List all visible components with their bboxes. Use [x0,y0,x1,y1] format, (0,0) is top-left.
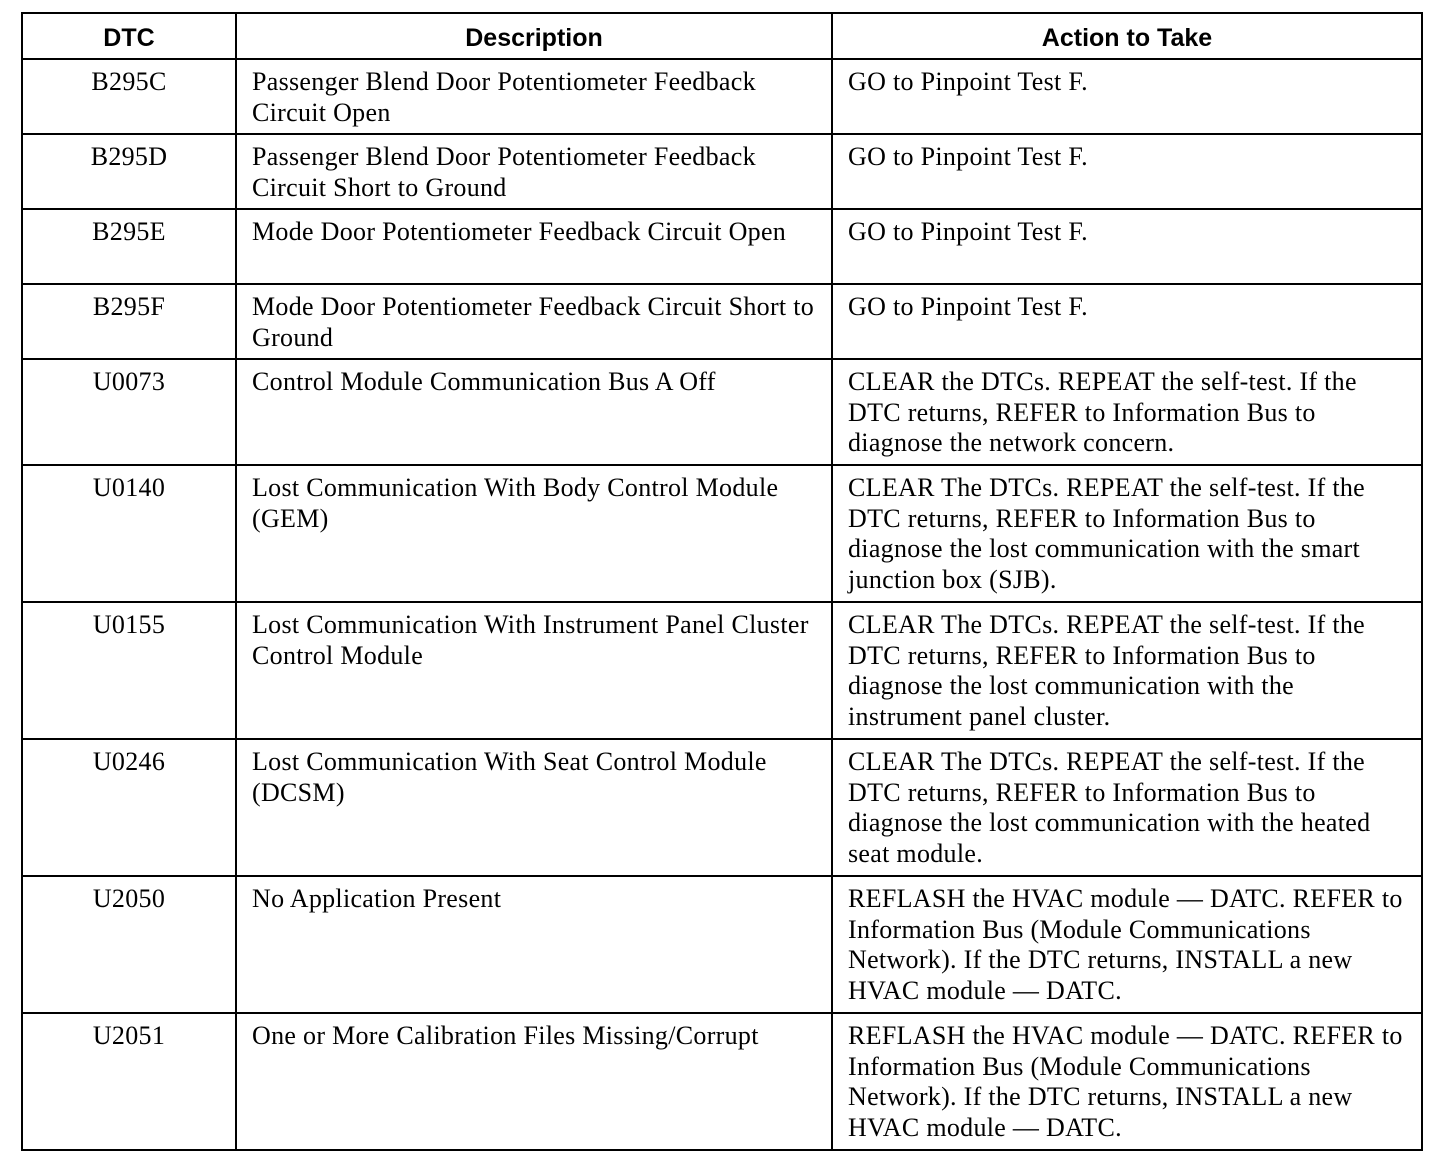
table-row [22,209,1422,284]
description-cell: Lost Communication With Body Control Module (GEM) [236,465,832,602]
description-cell: Lost Communication With Instrument Panel Cluster Control Module [236,602,832,739]
header-description: Description [236,13,832,59]
action-cell: CLEAR the DTCs. REPEAT the self-test. If the DTC returns, REFER to Information Bus to diagnose the network concern. [832,359,1422,465]
dtc-table [21,12,1423,1151]
dtc-code-cell: U2051 [22,1013,236,1150]
action-cell: REFLASH the HVAC module — DATC. REFER to Information Bus (Module Communications Network). If the DTC returns, INSTALL a new HVAC module — DATC. [832,876,1422,1013]
description-cell: Mode Door Potentiometer Feedback Circuit Short to Ground [236,284,832,359]
dtc-code-cell: U0140 [22,465,236,602]
table-row [22,602,1422,739]
action-cell: REFLASH the HVAC module — DATC. REFER to Information Bus (Module Communications Network). If the DTC returns, INSTALL a new HVAC module — DATC. [832,1013,1422,1150]
action-cell: GO to Pinpoint Test F. [832,59,1422,134]
table-row [22,465,1422,602]
dtc-code-cell: U0073 [22,359,236,465]
description-cell: Control Module Communication Bus A Off [236,359,832,465]
table-row [22,134,1422,209]
header-action: Action to Take [832,13,1422,59]
action-cell: CLEAR The DTCs. REPEAT the self-test. If the DTC returns, REFER to Information Bus to diagnose the lost communication with the heated seat module. [832,739,1422,876]
header-dtc: DTC [22,13,236,59]
description-cell: Passenger Blend Door Potentiometer Feedback Circuit Short to Ground [236,134,832,209]
table-row [22,59,1422,134]
description-cell: One or More Calibration Files Missing/Corrupt [236,1013,832,1150]
table-row [22,739,1422,876]
dtc-code-cell: U2050 [22,876,236,1013]
action-cell: CLEAR The DTCs. REPEAT the self-test. If the DTC returns, REFER to Information Bus to diagnose the lost communication with the instrument panel cluster. [832,602,1422,739]
dtc-code-cell: B295F [22,284,236,359]
dtc-code-cell: B295C [22,59,236,134]
table-row [22,1013,1422,1150]
table-header-row [22,13,1422,59]
dtc-code-cell: B295E [22,209,236,284]
action-cell: GO to Pinpoint Test F. [832,134,1422,209]
description-cell: Lost Communication With Seat Control Module (DCSM) [236,739,832,876]
dtc-code-cell: U0246 [22,739,236,876]
description-cell: Passenger Blend Door Potentiometer Feedback Circuit Open [236,59,832,134]
table-row [22,359,1422,465]
description-cell: Mode Door Potentiometer Feedback Circuit Open [236,209,832,284]
table-row [22,284,1422,359]
dtc-code-cell: U0155 [22,602,236,739]
description-cell: No Application Present [236,876,832,1013]
table-row [22,876,1422,1013]
action-cell: CLEAR The DTCs. REPEAT the self-test. If the DTC returns, REFER to Information Bus to diagnose the lost communication with the smart junction box (SJB). [832,465,1422,602]
dtc-code-cell: B295D [22,134,236,209]
action-cell: GO to Pinpoint Test F. [832,284,1422,359]
action-cell: GO to Pinpoint Test F. [832,209,1422,284]
